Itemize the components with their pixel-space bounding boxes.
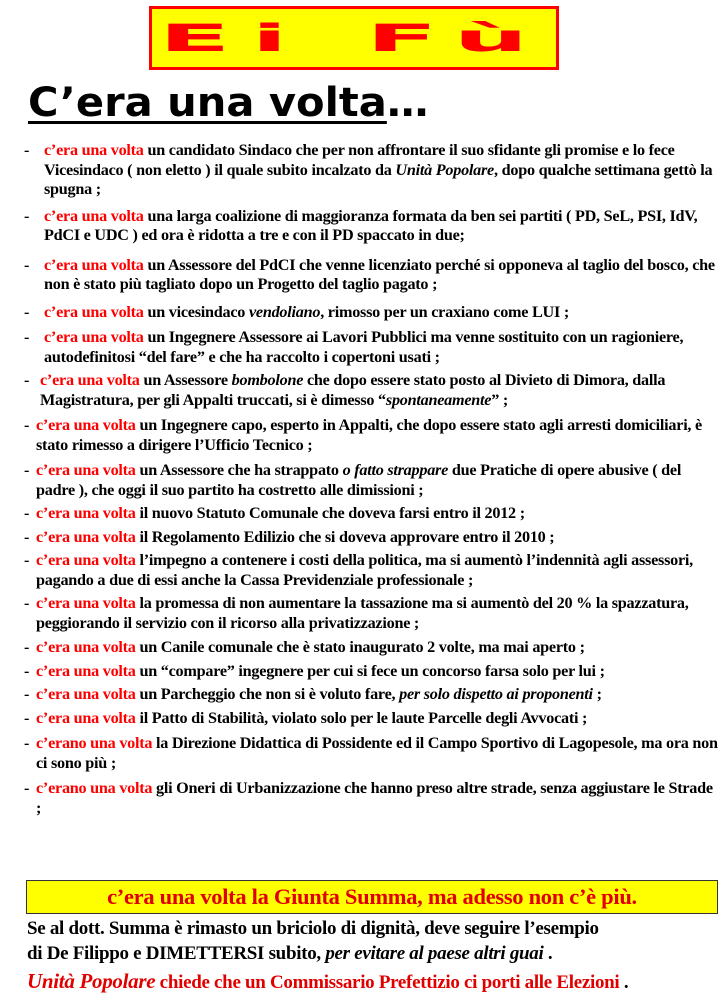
list-item (24, 256, 719, 295)
closing-line-3 (27, 969, 722, 995)
bullet-dash: - (24, 206, 30, 225)
list-item (24, 685, 719, 705)
bullet-dash: - (24, 708, 30, 727)
bullet-dash: - (24, 551, 30, 569)
list-item-body: un Assessore che ha strappato (135, 461, 343, 479)
list-item-body: la Direzione Didattica di Possidente ed il Campo Sportivo di Lagopesole, ma ora non ci sono più ; (36, 734, 718, 772)
bullet-dash: - (24, 416, 30, 434)
list-item-italic: per solo dispetto ai proponenti (399, 685, 593, 703)
list-item-lead: c’era una volta (44, 141, 144, 159)
list-item-body: un “compare” ingegnere per cui si fece un concorso farsa solo per lui ; (135, 661, 605, 680)
closing-line-2-italic: per evitare al paese altri guai (325, 943, 544, 964)
list-item-lead: c’era una volta (36, 708, 136, 727)
list-item-lead: c’erano una volta (36, 734, 153, 752)
highlight-text: c’era una volta la Giunta Summa, ma adesso non c’è più. (107, 884, 637, 909)
list-item-italic: vendoliano (248, 302, 321, 321)
list-item (24, 207, 719, 246)
list-item-text (36, 734, 719, 773)
closing-line-1: Se al dott. Summa è rimasto un briciolo di dignità, deve seguire l’esempio (27, 918, 599, 939)
list-item-text (44, 207, 719, 246)
list-item-text (40, 371, 719, 410)
item-list (24, 141, 719, 818)
list-item-lead: c’era una volta (36, 504, 136, 522)
closing-line-2-a: di De Filippo e DIMETTERSI subito, (27, 943, 326, 964)
list-item (24, 734, 719, 773)
list-item-text (36, 416, 719, 455)
list-item-text (36, 594, 719, 633)
list-item-text (44, 256, 719, 295)
list-item-body: che dopo essere stato posto al Divieto di Dimora, dalla Magistratura, per gli Appalti truccati, si è dimesso “ (40, 371, 666, 409)
bullet-dash: - (24, 461, 30, 479)
list-item-text (36, 504, 719, 524)
closing-line-3-c: . (619, 972, 629, 993)
bullet-dash: - (24, 594, 30, 612)
list-item (24, 662, 719, 682)
list-item-lead: c’era una volta (36, 416, 136, 434)
list-item-text (44, 328, 719, 367)
list-item-italic: o fatto strappare (342, 461, 449, 479)
list-item (24, 504, 719, 524)
page-title (28, 80, 428, 126)
list-item (24, 594, 719, 633)
list-item (24, 328, 719, 367)
list-item-text (36, 709, 719, 729)
list-item-body: il nuovo Statuto Comunale che doveva farsi entro il 2012 ; (135, 504, 525, 522)
bullet-dash: - (24, 141, 30, 159)
list-item-body: la promessa di non aumentare la tassazione ma si aumentò del 20 % la spazzatura, peggiorando il servizio con il ricorso alla privatizzazione ; (36, 594, 689, 632)
list-item-body: due Pratiche di opere abusive ( del padre ), che oggi il suo partito ha costretto alle dimissioni ; (36, 461, 682, 499)
bullet-dash: - (24, 734, 30, 752)
list-item-text (36, 528, 719, 548)
list-item-body: un Ingegnere Assessore ai Lavori Pubblici ma venne sostituito con un ragioniere, autodefinitosi “del fare” e che ha raccolto i copertoni usati ; (44, 328, 684, 366)
list-item-text (36, 685, 719, 705)
list-item-body: un Assessore del PdCI che venne licenziato perché si opponeva al taglio del bosco, che non è stato più tagliato dopo un Progetto del taglio pagato ; (44, 255, 715, 293)
bullet-dash: - (24, 328, 30, 346)
bullet-dash: - (24, 685, 30, 703)
bullet-dash: - (24, 302, 30, 321)
list-item-body: il Regolamento Edilizio che si doveva approvare entro il 2010 ; (135, 527, 555, 546)
closing-paragraph (27, 916, 722, 995)
list-item (24, 461, 719, 500)
list-item-body: un Assessore (139, 371, 232, 389)
list-item-body: un vicesindaco (143, 302, 249, 321)
list-item-lead: c’era una volta (44, 206, 144, 225)
list-item-lead: c’era una volta (40, 371, 140, 389)
list-item-lead: c’era una volta (36, 461, 136, 479)
list-item-body: un candidato Sindaco che per non affrontare il suo sfidante gli promise e lo fece Vicesindaco ( non eletto ) il quale subito incalzato da (44, 141, 675, 179)
closing-line-2-c: . (543, 943, 553, 964)
list-item-body: un Canile comunale che è stato inaugurato 2 volte, ma mai aperto ; (135, 638, 585, 656)
bullet-dash: - (24, 504, 30, 522)
list-item-italic: Unità Popolare (395, 160, 494, 179)
masthead-title: Ei Fù (158, 16, 550, 60)
list-item-lead: c’era una volta (36, 638, 136, 656)
bullet-dash: - (24, 661, 30, 680)
list-item-body: , rimosso per un craxiano come LUI ; (320, 302, 569, 321)
list-item-body: , dopo qualche settimana gettò la spugna ; (44, 160, 713, 198)
list-item-body: gli Oneri di Urbanizzazione che hanno preso altre strade, senza aggiustare le Strade ; (36, 779, 713, 817)
closing-line-2 (27, 941, 722, 966)
list-item (24, 371, 719, 410)
list-item-body: una larga coalizione di maggioranza formata da ben sei partiti ( PD, SeL, PSI, IdV, PdCI e UDC ) ed ora è ridotta a tre e con il PD spaccato in due; (44, 206, 698, 244)
list-item-lead: c’era una volta (36, 685, 136, 703)
list-item-text (44, 303, 719, 323)
list-item (24, 303, 719, 323)
masthead-banner (149, 6, 559, 70)
list-item-body: un Parcheggio che non si è voluto fare, (135, 685, 400, 703)
list-item-text (36, 779, 719, 818)
closing-line-3-org: Unità Popolare (27, 969, 156, 993)
list-item-body: ; (592, 685, 602, 703)
list-item-text (36, 461, 719, 500)
list-item-lead: c’erano una volta (36, 779, 153, 797)
bullet-dash: - (24, 779, 30, 797)
list-item-lead: c’era una volta (44, 255, 144, 274)
list-item (24, 779, 719, 818)
list-item-lead: c’era una volta (36, 551, 136, 569)
list-item-italic: bombolone (231, 371, 304, 389)
list-item-italic: spontaneamente (385, 390, 492, 409)
list-item-lead: c’era una volta (44, 328, 144, 346)
list-item-text (36, 551, 719, 590)
list-item (24, 141, 719, 200)
list-item (24, 416, 719, 455)
page-title-ellipsis: … (386, 80, 429, 126)
bullet-dash: - (24, 255, 30, 274)
list-item-lead: c’era una volta (44, 302, 144, 321)
list-item-lead: c’era una volta (36, 661, 136, 680)
closing-line-3-b: chiede che un Commissario Prefettizio ci porti alle Elezioni (155, 972, 620, 993)
highlight-box (26, 880, 718, 914)
list-item-body: l’impegno a contenere i costi della politica, ma si aumentò l’indennità agli assessori, pagando a due di essi anche la Cassa Previdenziale professionale ; (36, 551, 693, 589)
list-item (24, 638, 719, 658)
bullet-dash: - (24, 638, 30, 656)
list-item-lead: c’era una volta (36, 594, 136, 612)
list-item-text (44, 141, 719, 200)
list-item-body: ” ; (491, 390, 508, 409)
page-title-text: C’era una volta (28, 80, 387, 126)
list-item-body: un Ingegnere capo, esperto in Appalti, che dopo essere stato agli arresti domiciliari, è stato rimesso a dirigere l’Ufficio Tecnico ; (36, 416, 702, 454)
list-item-body: il Patto di Stabilità, violato solo per le laute Parcelle degli Avvocati ; (135, 708, 588, 727)
list-item (24, 551, 719, 590)
list-item-text (36, 662, 719, 682)
list-item-text (36, 638, 719, 658)
list-item-lead: c’era una volta (36, 527, 136, 546)
list-item (24, 709, 719, 729)
bullet-dash: - (24, 371, 30, 389)
list-item (24, 528, 719, 548)
bullet-dash: - (24, 527, 30, 546)
